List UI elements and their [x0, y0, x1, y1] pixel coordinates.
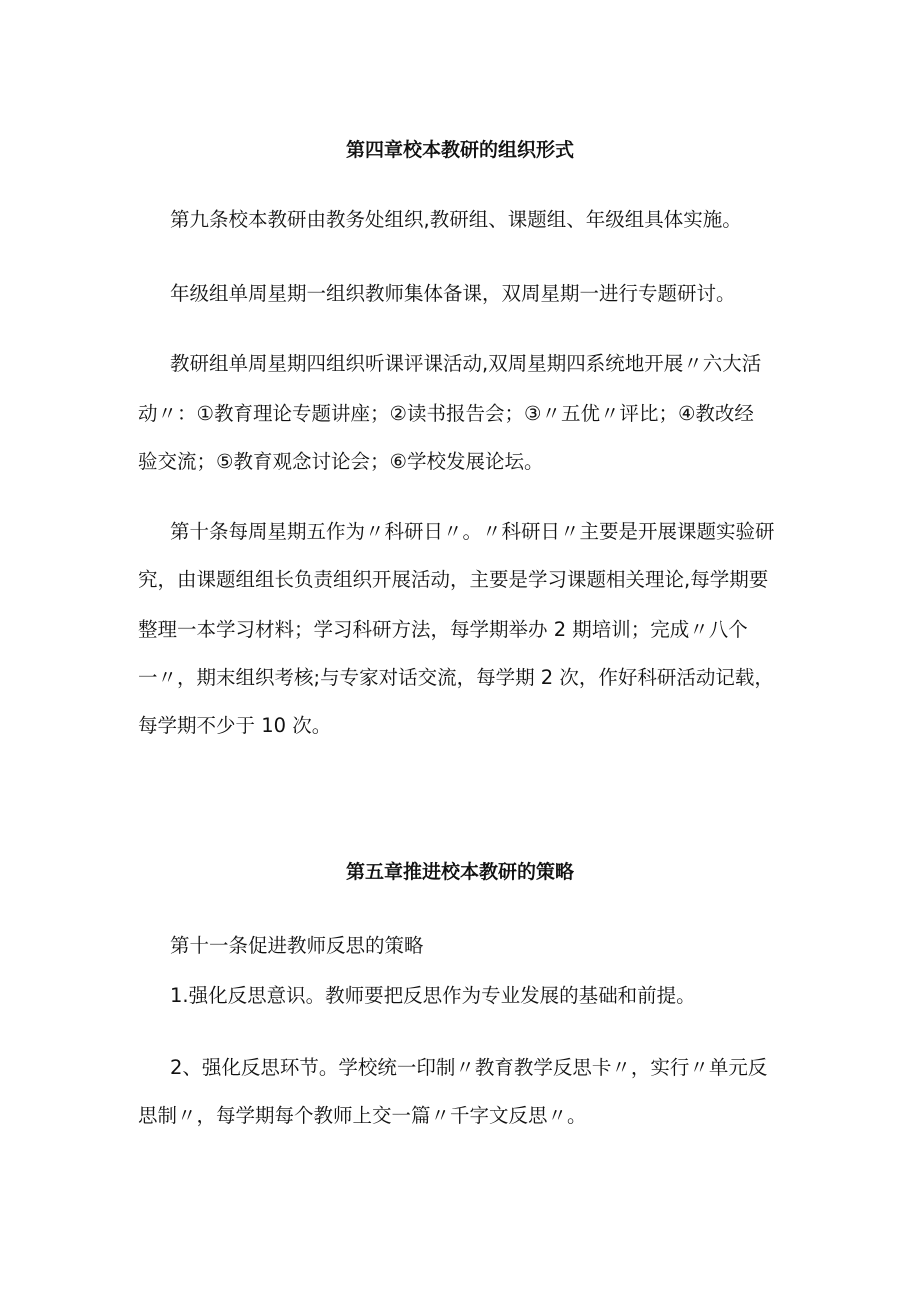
- article10-line-2: 究，由课题组组长负责组织开展活动，主要是学习课题相关理论,每学期要: [138, 568, 769, 591]
- grade-group-paragraph: 年级组单周星期一组织教师集体备课，双周星期一进行专题研讨。: [170, 282, 736, 305]
- item2-line-2: 思制〃，每学期每个教师上交一篇〃千字文反思〃。: [138, 1104, 587, 1127]
- article10-line-4: 一〃，期末组织考核;与专家对话交流，每学期 2 次，作好科研活动记载，: [138, 666, 774, 689]
- article9-paragraph: 第九条校本教研由教务处组织,教研组、课题组、年级组具体实施。: [170, 208, 742, 231]
- research-group-line-3: 验交流；⑤教育观念讨论会；⑥学校发展论坛。: [138, 450, 544, 473]
- article10-line-3: 整理一本学习材料；学习科研方法，每学期举办 2 期培训；完成〃八个: [138, 618, 748, 641]
- article11-paragraph: 第十一条促进教师反思的策略: [170, 934, 424, 957]
- research-group-line-1: 教研组单周星期四组织听课评课活动,双周星期四系统地开展〃六大活: [170, 352, 762, 375]
- item2-line-1: 2、强化反思环节。学校统一印制〃教育教学反思卡〃，实行〃单元反: [170, 1056, 768, 1079]
- chapter5-title: 第五章推进校本教研的策略: [345, 861, 574, 883]
- article10-line-5: 每学期不少于 10 次。: [138, 714, 332, 737]
- research-group-line-2: 动〃：①教育理论专题讲座；②读书报告会；③〃五优〃评比；④教改经: [138, 402, 754, 425]
- article10-line-1: 第十条每周星期五作为〃科研日〃。〃科研日〃主要是开展课题实验研: [170, 520, 775, 543]
- chapter4-title: 第四章校本教研的组织形式: [345, 139, 574, 161]
- item1-paragraph: 1.强化反思意识。教师要把反思作为专业发展的基础和前提。: [170, 984, 696, 1007]
